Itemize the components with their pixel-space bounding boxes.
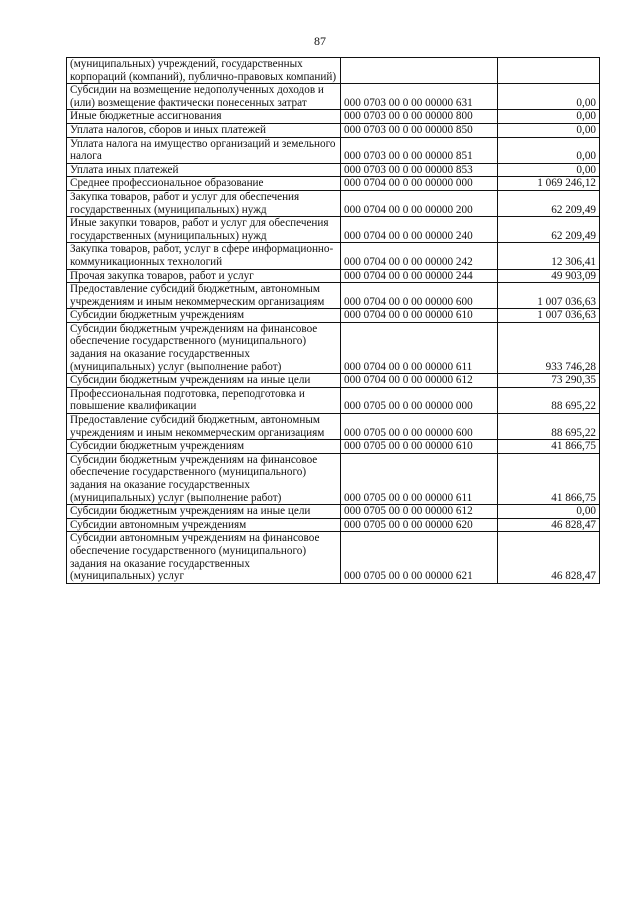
table-row	[67, 518, 600, 532]
cell-amount: 41 866,75	[497, 453, 599, 504]
table-row	[67, 387, 600, 413]
table-row	[67, 243, 600, 269]
table-row	[67, 110, 600, 124]
cell-name: Профессиональная подготовка, переподготовка и повышение квалификации	[67, 387, 341, 413]
table-row	[67, 453, 600, 504]
cell-code: 000 0703 00 0 00 00000 800	[341, 110, 498, 124]
cell-amount: 1 069 246,12	[497, 177, 599, 191]
table-row	[67, 190, 600, 216]
table-row	[67, 123, 600, 137]
budget-table-body	[67, 58, 600, 584]
cell-code: 000 0703 00 0 00 00000 850	[341, 123, 498, 137]
budget-table	[66, 57, 600, 584]
cell-code: 000 0704 00 0 00 00000 610	[341, 309, 498, 323]
cell-name: Субсидии автономным учреждениям	[67, 518, 341, 532]
cell-code: 000 0704 00 0 00 00000 600	[341, 283, 498, 309]
cell-name: Субсидии бюджетным учреждениям на финансовое обеспечение государственного (муниципального) задания на оказание государственных (муниципальных) услуг (выполнение работ)	[67, 322, 341, 373]
table-row	[67, 177, 600, 191]
cell-name: Иные бюджетные ассигнования	[67, 110, 341, 124]
cell-name: Прочая закупка товаров, работ и услуг	[67, 269, 341, 283]
cell-amount: 46 828,47	[497, 518, 599, 532]
cell-amount: 933 746,28	[497, 322, 599, 373]
table-row	[67, 532, 600, 583]
cell-amount: 41 866,75	[497, 440, 599, 454]
cell-amount: 49 903,09	[497, 269, 599, 283]
cell-amount: 0,00	[497, 123, 599, 137]
table-row	[67, 217, 600, 243]
cell-amount: 1 007 036,63	[497, 283, 599, 309]
cell-code: 000 0705 00 0 00 00000 000	[341, 387, 498, 413]
cell-code: 000 0705 00 0 00 00000 611	[341, 453, 498, 504]
cell-amount: 0,00	[497, 505, 599, 519]
cell-name: Субсидии бюджетным учреждениям на иные цели	[67, 374, 341, 388]
page-number: 87	[314, 34, 326, 48]
table-row	[67, 440, 600, 454]
cell-code: 000 0705 00 0 00 00000 610	[341, 440, 498, 454]
cell-code: 000 0705 00 0 00 00000 612	[341, 505, 498, 519]
table-row	[67, 269, 600, 283]
cell-amount: 0,00	[497, 163, 599, 177]
cell-code: 000 0704 00 0 00 00000 612	[341, 374, 498, 388]
cell-name: Субсидии автономным учреждениям на финансовое обеспечение государственного (муниципального) задания на оказание государственных (муниципальных) услуг	[67, 532, 341, 583]
cell-code: 000 0703 00 0 00 00000 631	[341, 84, 498, 110]
cell-amount: 0,00	[497, 84, 599, 110]
cell-name: Уплата иных платежей	[67, 163, 341, 177]
cell-code: 000 0704 00 0 00 00000 200	[341, 190, 498, 216]
cell-code: 000 0704 00 0 00 00000 000	[341, 177, 498, 191]
cell-amount: 62 209,49	[497, 190, 599, 216]
cell-amount: 12 306,41	[497, 243, 599, 269]
cell-amount: 46 828,47	[497, 532, 599, 583]
cell-amount: 0,00	[497, 137, 599, 163]
cell-amount: 0,00	[497, 110, 599, 124]
cell-name: Субсидии на возмещение недополученных доходов и (или) возмещение фактически понесенных затрат	[67, 84, 341, 110]
cell-name: Предоставление субсидий бюджетным, автономным учреждениям и иным некоммерческим организациям	[67, 283, 341, 309]
table-row	[67, 374, 600, 388]
table-row	[67, 309, 600, 323]
cell-code: 000 0703 00 0 00 00000 853	[341, 163, 498, 177]
cell-code: 000 0704 00 0 00 00000 611	[341, 322, 498, 373]
cell-name: Субсидии бюджетным учреждениям на финансовое обеспечение государственного (муниципального) задания на оказание государственных (муниципальных) услуг (выполнение работ)	[67, 453, 341, 504]
cell-code: 000 0705 00 0 00 00000 600	[341, 414, 498, 440]
table-row	[67, 505, 600, 519]
cell-name: Предоставление субсидий бюджетным, автономным учреждениям и иным некоммерческим организациям	[67, 414, 341, 440]
cell-amount	[497, 58, 599, 84]
cell-name: Уплата налогов, сборов и иных платежей	[67, 123, 341, 137]
cell-amount: 73 290,35	[497, 374, 599, 388]
cell-code: 000 0703 00 0 00 00000 851	[341, 137, 498, 163]
table-row	[67, 322, 600, 373]
cell-name: Субсидии бюджетным учреждениям	[67, 309, 341, 323]
cell-name: (муниципальных) учреждений, государственных корпораций (компаний), публично-правовых компаний)	[67, 58, 341, 84]
cell-name: Закупка товаров, работ и услуг для обеспечения государственных (муниципальных) нужд	[67, 190, 341, 216]
cell-amount: 88 695,22	[497, 387, 599, 413]
table-row	[67, 84, 600, 110]
cell-code: 000 0704 00 0 00 00000 242	[341, 243, 498, 269]
cell-name: Среднее профессиональное образование	[67, 177, 341, 191]
cell-amount: 1 007 036,63	[497, 309, 599, 323]
cell-name: Иные закупки товаров, работ и услуг для обеспечения государственных (муниципальных) нужд	[67, 217, 341, 243]
cell-name: Субсидии бюджетным учреждениям	[67, 440, 341, 454]
table-row	[67, 137, 600, 163]
cell-code	[341, 58, 498, 84]
cell-amount: 88 695,22	[497, 414, 599, 440]
cell-code: 000 0704 00 0 00 00000 240	[341, 217, 498, 243]
cell-name: Закупка товаров, работ, услуг в сфере информационно-коммуникационных технологий	[67, 243, 341, 269]
cell-code: 000 0705 00 0 00 00000 620	[341, 518, 498, 532]
table-row	[67, 283, 600, 309]
cell-name: Субсидии бюджетным учреждениям на иные цели	[67, 505, 341, 519]
cell-name: Уплата налога на имущество организаций и земельного налога	[67, 137, 341, 163]
table-row	[67, 163, 600, 177]
table-row	[67, 58, 600, 84]
cell-code: 000 0705 00 0 00 00000 621	[341, 532, 498, 583]
cell-code: 000 0704 00 0 00 00000 244	[341, 269, 498, 283]
table-row	[67, 414, 600, 440]
cell-amount: 62 209,49	[497, 217, 599, 243]
